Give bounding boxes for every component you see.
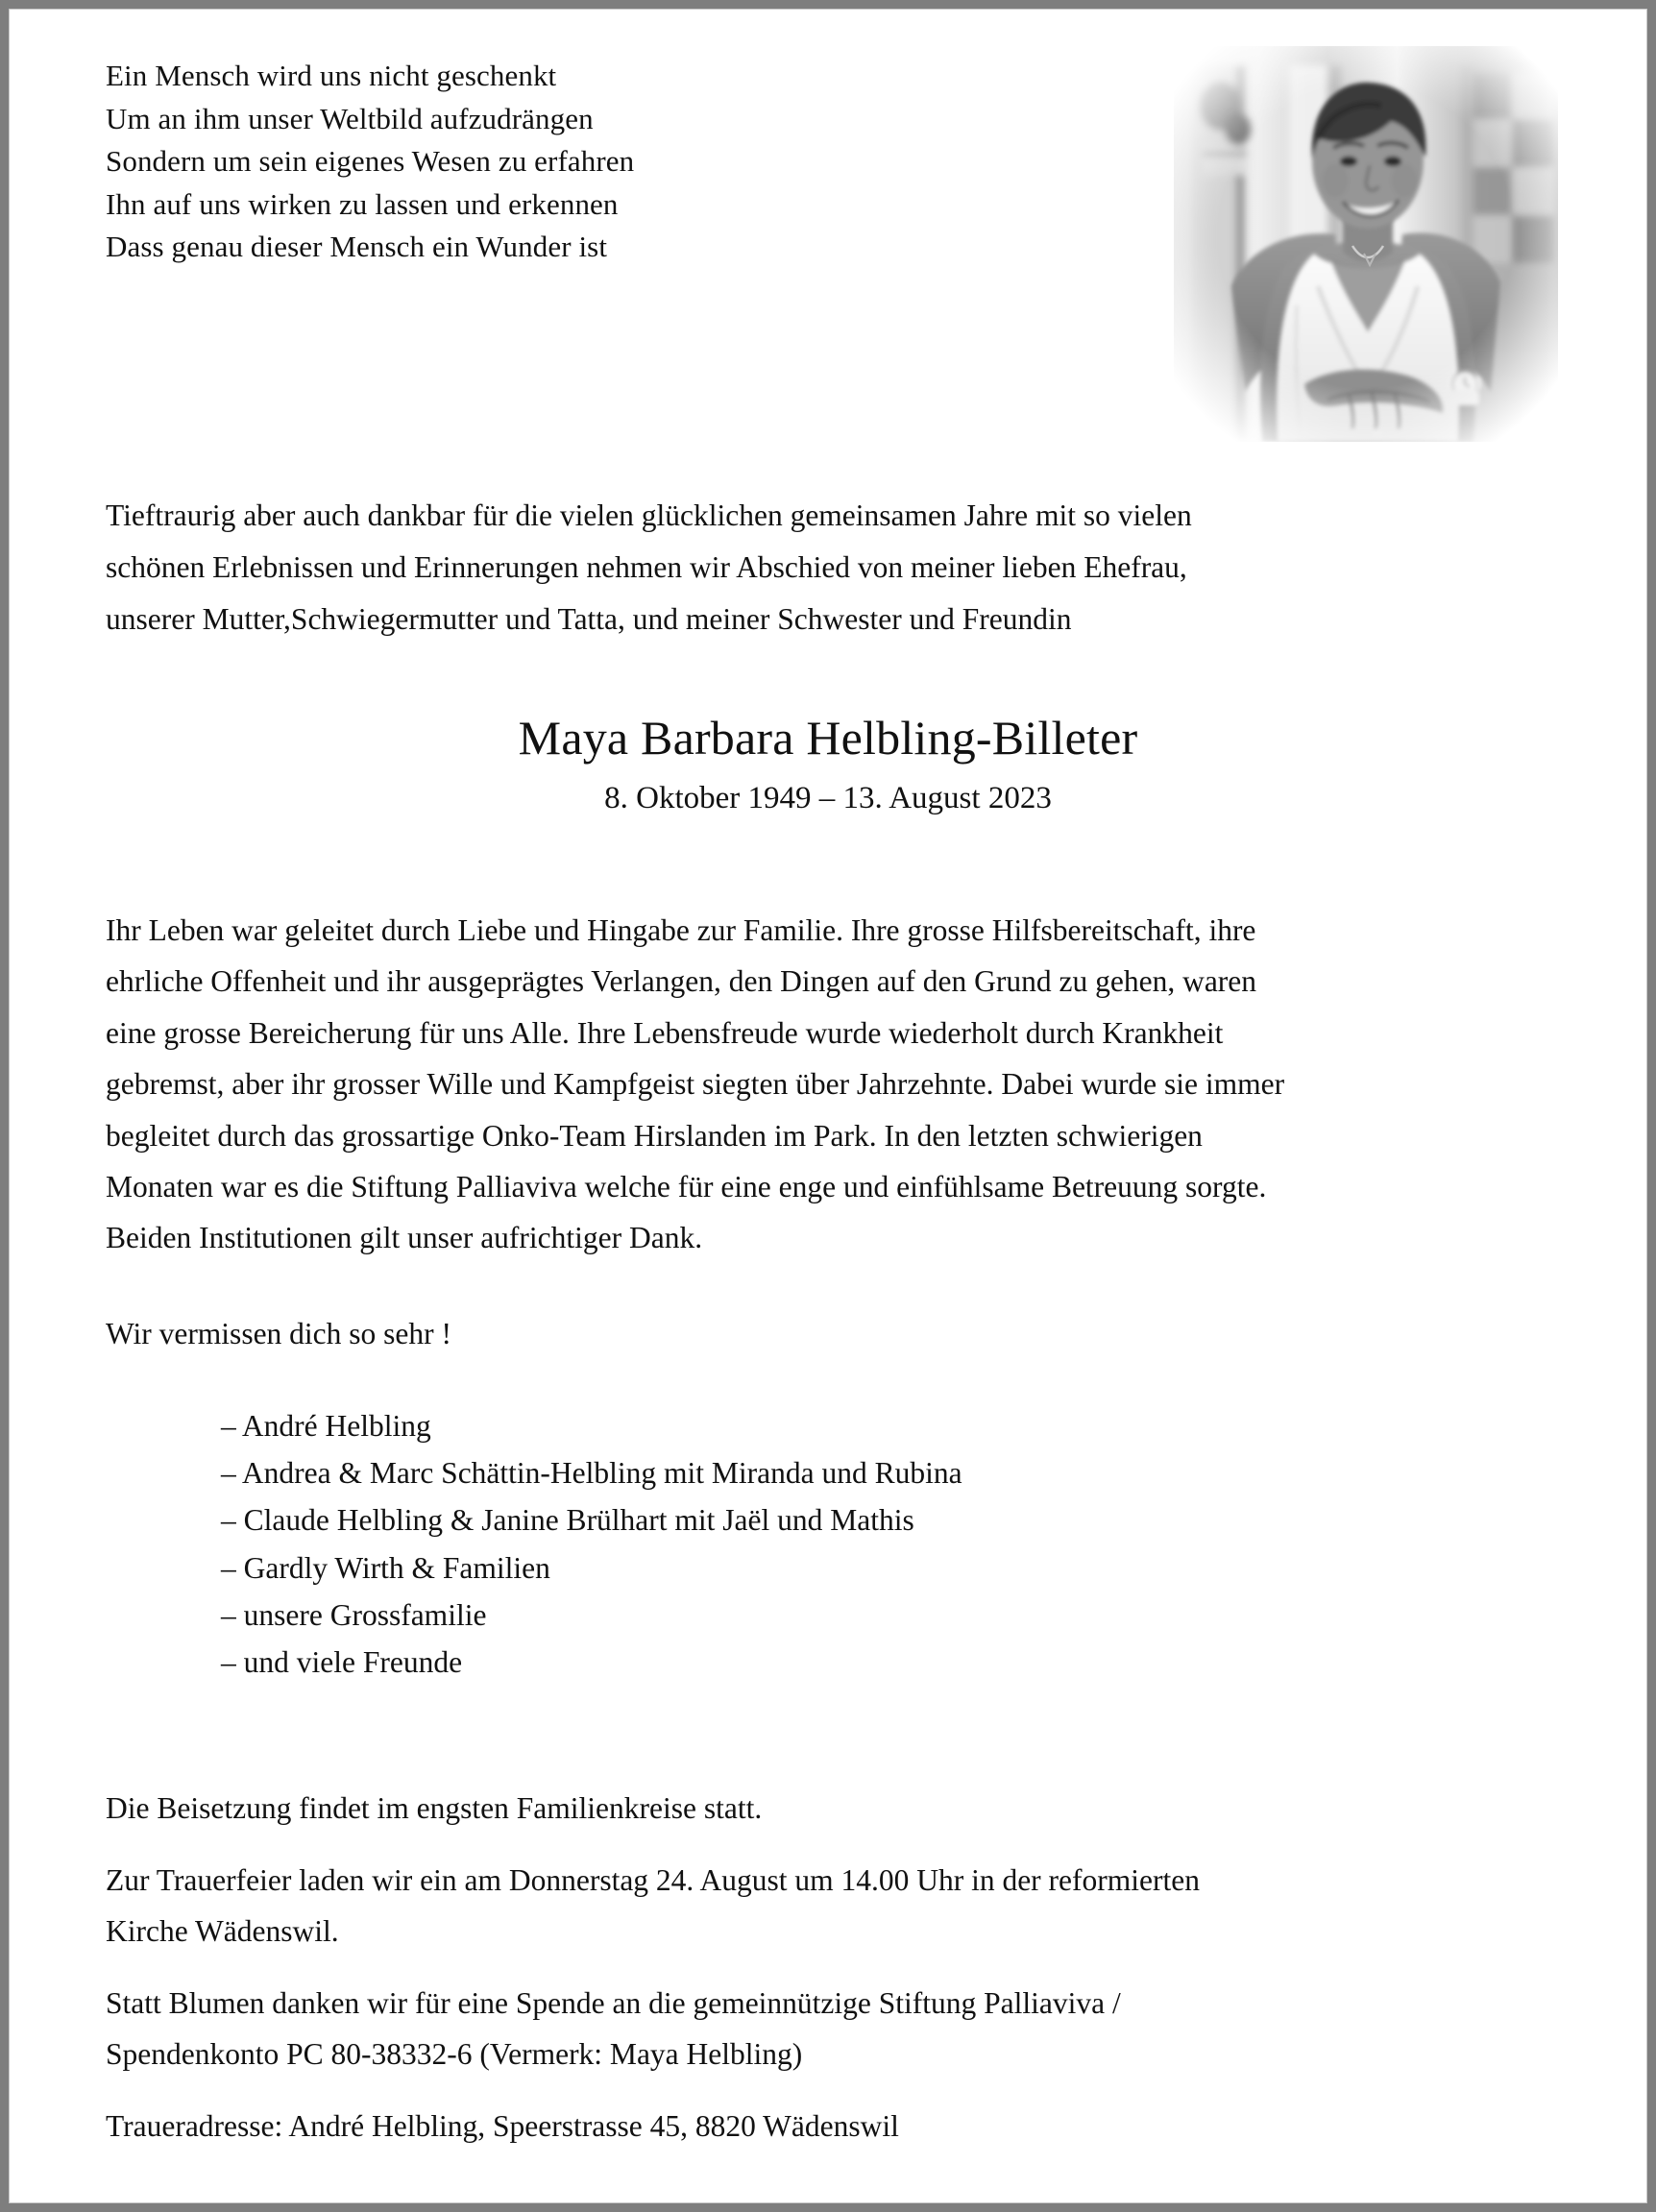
tribute-line: Ihr Leben war geleitet durch Liebe und Hingabe zur Familie. Ihre grosse Hilfsbereitschaft, ihre	[106, 913, 1256, 947]
poem-line: Ein Mensch wird uns nicht geschenkt	[106, 59, 557, 92]
donation-line: Statt Blumen danken wir für eine Spende an die gemeinnützige Stiftung Palliaviva /	[106, 1985, 1121, 2020]
family-list	[221, 1402, 1470, 1686]
deceased-dates: 8. Oktober 1949 – 13. August 2023	[604, 781, 1052, 815]
service-line: Zur Trauerfeier laden wir ein am Donnerstag 24. August um 14.00 Uhr in der reformierten	[106, 1862, 1200, 1897]
tribute-line: Beiden Institutionen gilt unser aufrichtiger Dank.	[106, 1221, 703, 1255]
donation-paragraph	[106, 1978, 1537, 2080]
intro-line: unserer Mutter,Schwiegermutter und Tatta, und meiner Schwester und Freundin	[106, 602, 1072, 636]
list-item: – André Helbling	[221, 1409, 431, 1443]
closing-block	[106, 1783, 1537, 2151]
list-item: – Claude Helbling & Janine Brülhart mit Jaël und Mathis	[221, 1503, 914, 1538]
poem-line: Sondern um sein eigenes Wesen zu erfahren	[106, 144, 635, 178]
missing-line: Wir vermissen dich so sehr !	[106, 1317, 452, 1350]
intro-paragraph	[106, 490, 1527, 645]
tribute-line: Monaten war es die Stiftung Palliaviva welche für eine enge und einfühlsame Betreuung sorgte.	[106, 1170, 1267, 1204]
poem-line: Dass genau dieser Mensch ein Wunder ist	[106, 230, 608, 263]
burial-line: Die Beisetzung findet im engsten Familienkreise statt.	[106, 1791, 763, 1825]
list-item: – und viele Freunde	[221, 1645, 463, 1680]
donation-line: Spendenkonto PC 80-38332-6 (Vermerk: Maya Helbling)	[106, 2037, 803, 2071]
poem-block	[106, 55, 1066, 269]
intro-line: schönen Erlebnissen und Erinnerungen nehmen wir Abschied von meiner lieben Ehefrau,	[106, 550, 1187, 584]
burial-paragraph	[106, 1783, 1537, 1835]
list-item: – Andrea & Marc Schättin-Helbling mit Miranda und Rubina	[221, 1456, 962, 1491]
tribute-line: eine grosse Bereicherung für uns Alle. Ihre Lebensfreude wurde wiederholt durch Krankheit	[106, 1015, 1224, 1050]
service-paragraph	[106, 1855, 1537, 1957]
deceased-name: Maya Barbara Helbling-Billeter	[518, 711, 1138, 765]
list-item: – unsere Grossfamilie	[221, 1597, 487, 1632]
tribute-line: begleitet durch das grossartige Onko-Team Hirslanden im Park. In den letzten schwierigen	[106, 1118, 1203, 1153]
tribute-line: gebremst, aber ihr grosser Wille und Kampfgeist siegten über Jahrzehnte. Dabei wurde sie immer	[106, 1067, 1285, 1102]
service-line: Kirche Wädenswil.	[106, 1914, 339, 1948]
address-line: Traueradresse: André Helbling, Speerstrasse 45, 8820 Wädenswil	[106, 2108, 899, 2143]
poem-line: Um an ihm unser Weltbild aufzudrängen	[106, 101, 594, 135]
poem-line: Ihn auf uns wirken zu lassen und erkennen	[106, 186, 619, 221]
portrait-image	[1174, 46, 1558, 442]
portrait-photo	[1174, 46, 1558, 442]
address-paragraph	[106, 2101, 1537, 2152]
tribute-line: ehrliche Offenheit und ihr ausgeprägtes Verlangen, den Dingen auf den Grund zu gehen, waren	[106, 964, 1257, 999]
obituary-content	[10, 10, 1646, 2202]
deceased-block	[10, 708, 1646, 823]
list-item: – Gardly Wirth & Familien	[221, 1550, 550, 1585]
page-sheet	[9, 9, 1647, 2203]
tribute-paragraph	[106, 905, 1537, 1264]
intro-line: Tieftraurig aber auch dankbar für die vielen glücklichen gemeinsamen Jahre mit so vielen	[106, 498, 1192, 532]
